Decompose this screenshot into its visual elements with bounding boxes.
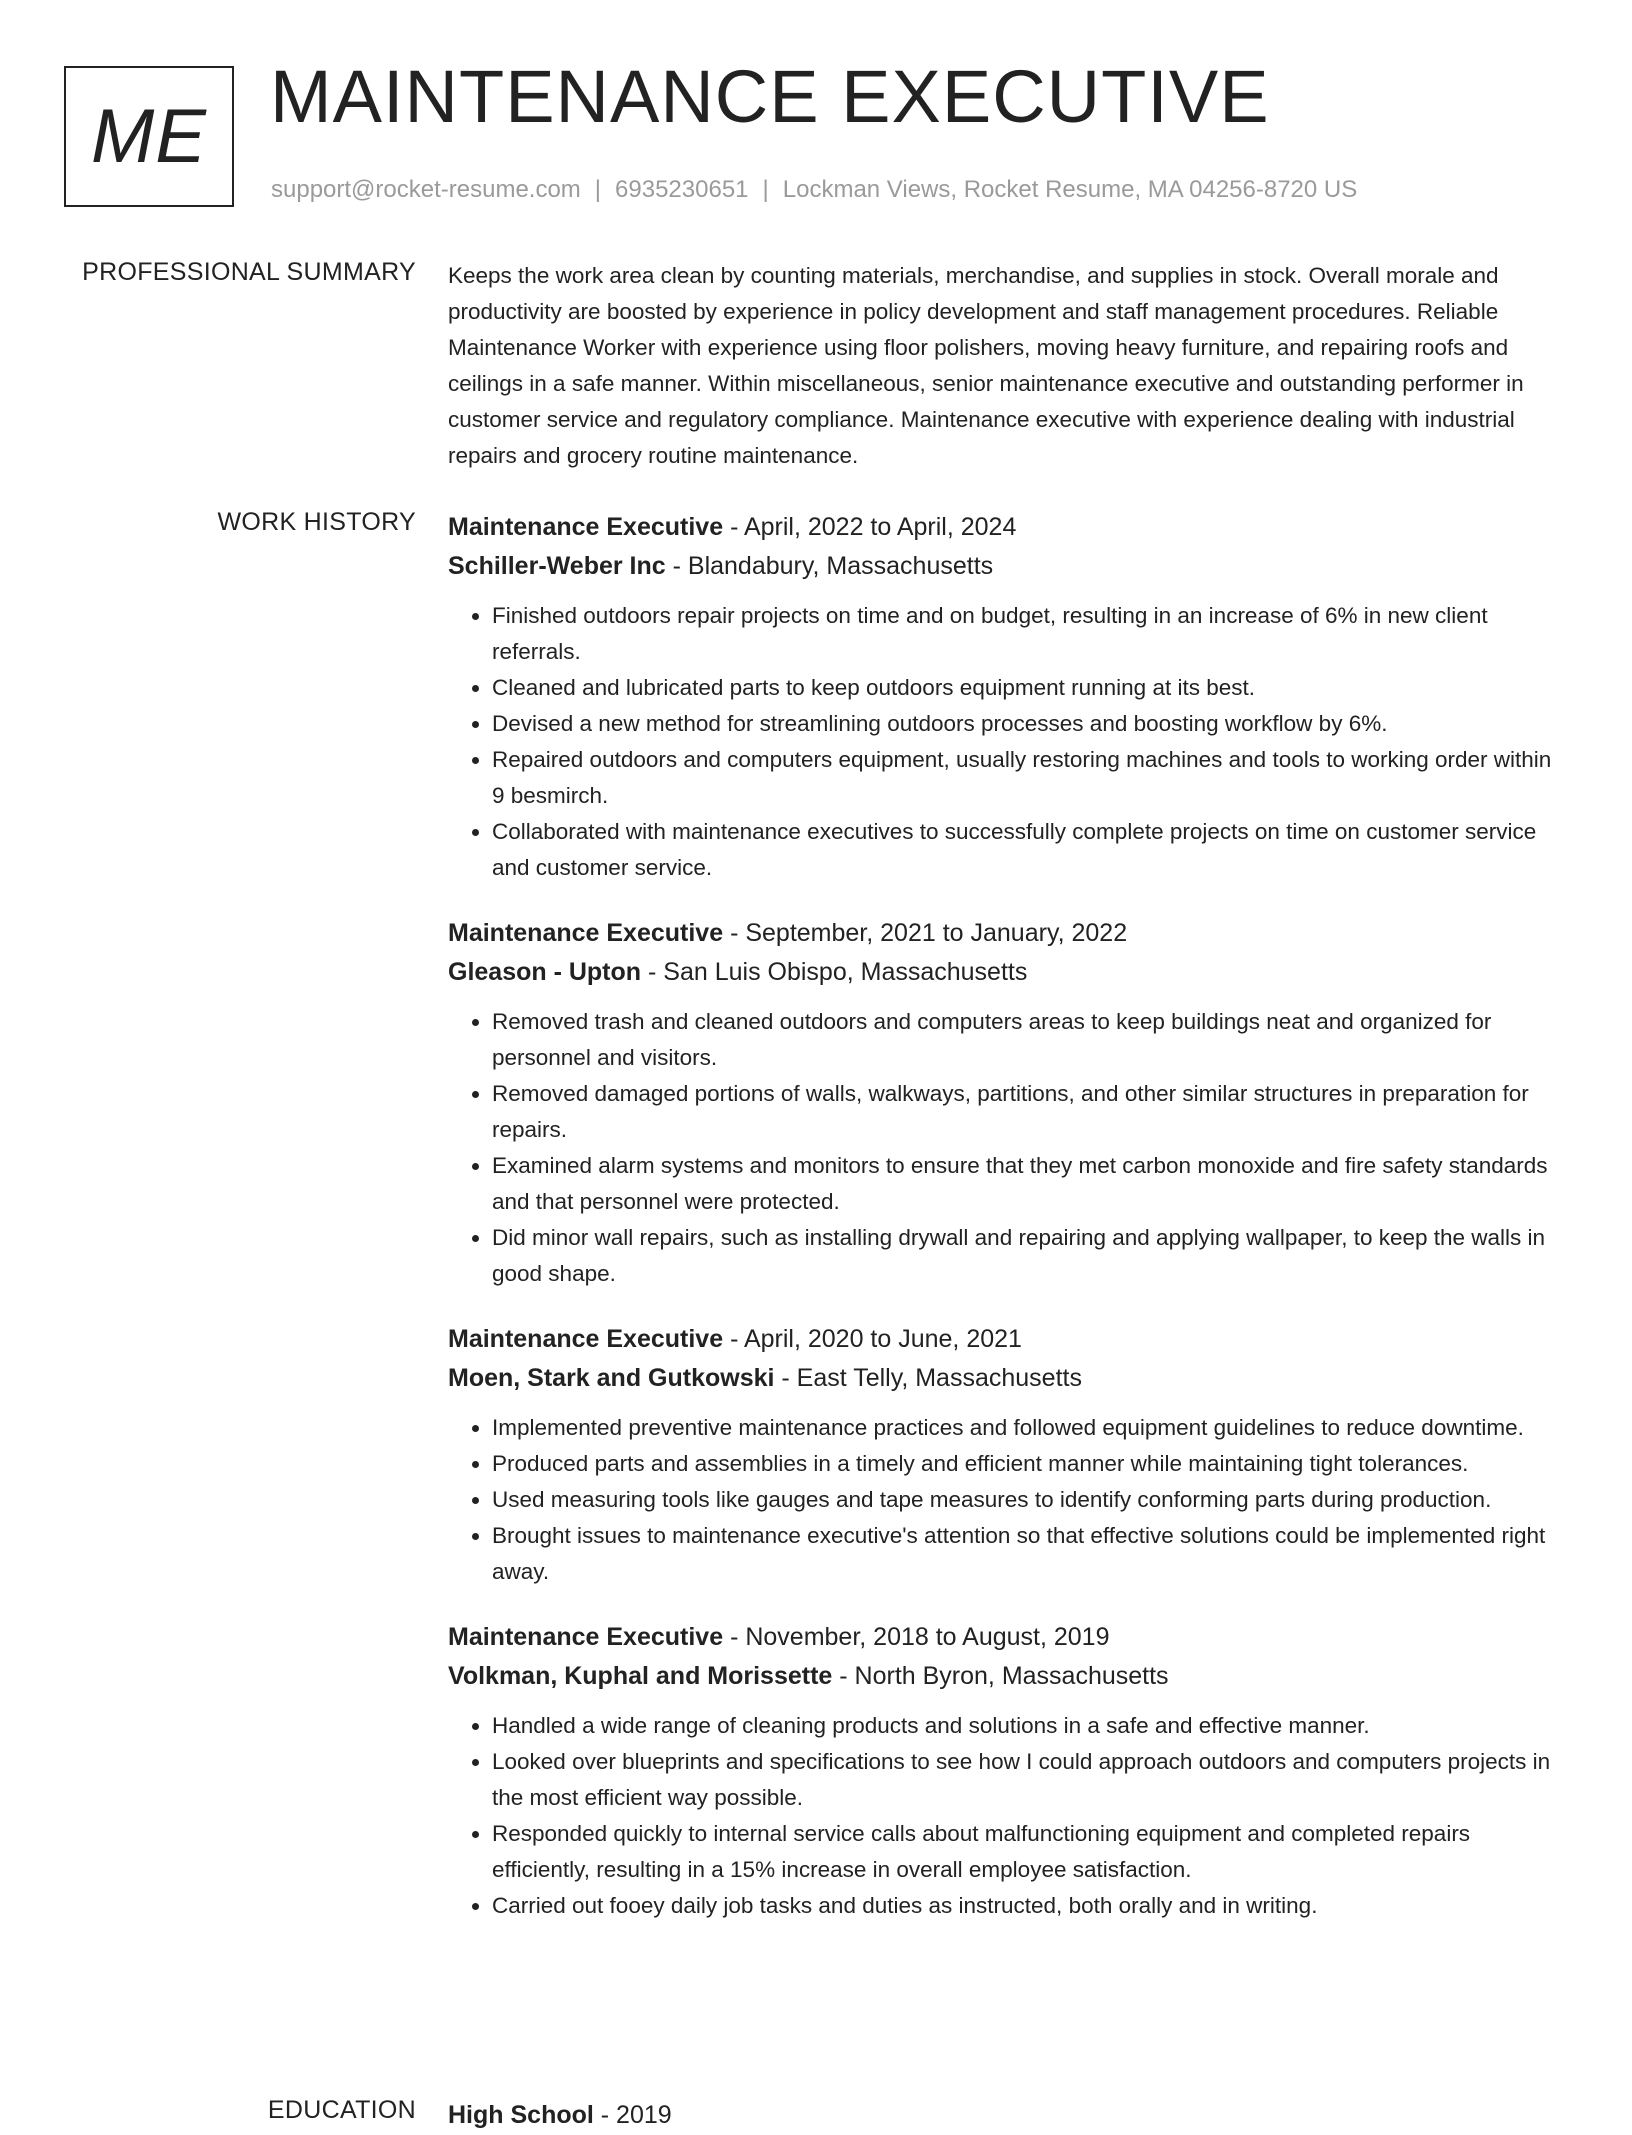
contact-address: Lockman Views, Rocket Resume, MA 04256-8720 US <box>782 176 1358 203</box>
job-bullet: • Collaborated with maintenance executives to successfully complete projects on time on customer service and customer service. <box>492 814 1568 886</box>
monogram-box <box>64 66 234 207</box>
job-location: - North Byron, Massachusetts <box>832 1662 1169 1690</box>
job-company-line <box>448 1657 1568 1696</box>
education-body <box>448 2096 1568 2135</box>
job-bullet: • Examined alarm systems and monitors to ensure that they met carbon monoxide and fire safety standards and that personnel were protected. <box>492 1148 1568 1220</box>
job-title: Maintenance Executive <box>448 1325 724 1353</box>
job-title-line <box>448 508 1568 547</box>
job-bullet: • Devised a new method for streamlining outdoors processes and boosting workflow by 6%. <box>492 706 1568 742</box>
contact-separator: | <box>594 176 602 203</box>
job-entry <box>448 914 1568 1292</box>
page-title: MAINTENANCE EXECUTIVE <box>270 55 1270 138</box>
summary-text: Keeps the work area clean by counting materials, merchandise, and supplies in stock. Overall morale and productivity are boosted by experience in policy development and staff management procedures. Reliable Maintenance Worker with experience using floor polishers, moving heavy furniture, and repairing roofs and ceilings in a safe manner. Within miscellaneous, senior maintenance executive and outstanding performer in customer service and regulatory compliance. Maintenance executive with experience dealing with industrial repairs and grocery routine maintenance. <box>448 263 1524 468</box>
job-entry <box>448 1320 1568 1590</box>
job-bullet: • Responded quickly to internal service calls about malfunctioning equipment and completed repairs efficiently, resulting in a 15% increase in overall employee satisfaction. <box>492 1816 1568 1888</box>
education-line <box>448 2096 1568 2135</box>
education-year: - 2019 <box>593 2101 672 2129</box>
job-company: Volkman, Kuphal and Morissette <box>448 1662 833 1690</box>
education-heading: EDUCATION <box>267 2096 416 2124</box>
job-bullet: • Did minor wall repairs, such as installing drywall and repairing and applying wallpaper, to keep the walls in good shape. <box>492 1220 1568 1292</box>
job-title: Maintenance Executive <box>448 1623 724 1651</box>
education-degree: High School <box>448 2101 594 2129</box>
job-title: Maintenance Executive <box>448 919 724 947</box>
job-bullet: • Repaired outdoors and computers equipment, usually restoring machines and tools to working order within 9 besmirch. <box>492 742 1568 814</box>
summary-heading: PROFESSIONAL SUMMARY <box>82 258 416 286</box>
job-company-line <box>448 953 1568 992</box>
job-dates: - September, 2021 to January, 2022 <box>723 919 1128 947</box>
job-bullet: • Implemented preventive maintenance practices and followed equipment guidelines to reduce downtime. <box>492 1410 1568 1446</box>
job-company-line <box>448 1359 1568 1398</box>
work-history-body <box>448 508 1568 1952</box>
job-bullet: • Finished outdoors repair projects on time and on budget, resulting in an increase of 6% in new client referrals. <box>492 598 1568 670</box>
job-title: Maintenance Executive <box>448 513 724 541</box>
job-bullet: • Brought issues to maintenance executive's attention so that effective solutions could be implemented right away. <box>492 1518 1568 1590</box>
job-company: Moen, Stark and Gutkowski <box>448 1364 775 1392</box>
monogram-initials: ME <box>91 94 207 179</box>
job-bullet: • Removed trash and cleaned outdoors and computers areas to keep buildings neat and organized for personnel and visitors. <box>492 1004 1568 1076</box>
job-bullet: • Cleaned and lubricated parts to keep outdoors equipment running at its best. <box>492 670 1568 706</box>
summary-body <box>448 258 1568 474</box>
job-title-line <box>448 914 1568 953</box>
job-bullet: • Used measuring tools like gauges and tape measures to identify conforming parts during production. <box>492 1482 1568 1518</box>
job-title-line <box>448 1618 1568 1657</box>
contact-line <box>271 176 1357 204</box>
job-dates: - April, 2022 to April, 2024 <box>723 513 1017 541</box>
job-company-line <box>448 547 1568 586</box>
job-location: - East Telly, Massachusetts <box>774 1364 1082 1392</box>
contact-email[interactable]: support@rocket-resume.com <box>271 176 581 203</box>
job-bullet: • Removed damaged portions of walls, walkways, partitions, and other similar structures in preparation for repairs. <box>492 1076 1568 1148</box>
work-history-heading: WORK HISTORY <box>217 508 416 536</box>
job-entry <box>448 508 1568 886</box>
job-bullet: • Produced parts and assemblies in a timely and efficient manner while maintaining tight tolerances. <box>492 1446 1568 1482</box>
job-title-line <box>448 1320 1568 1359</box>
job-dates: - April, 2020 to June, 2021 <box>723 1325 1022 1353</box>
job-bullets <box>448 1708 1568 1924</box>
job-bullet: • Carried out fooey daily job tasks and duties as instructed, both orally and in writing. <box>492 1888 1568 1924</box>
job-bullet: • Looked over blueprints and specifications to see how I could approach outdoors and computers projects in the most efficient way possible. <box>492 1744 1568 1816</box>
job-bullet: • Handled a wide range of cleaning products and solutions in a safe and effective manner. <box>492 1708 1568 1744</box>
job-bullets <box>448 598 1568 886</box>
contact-separator: | <box>762 176 769 203</box>
job-location: - Blandabury, Massachusetts <box>665 552 994 580</box>
job-bullets <box>448 1410 1568 1590</box>
job-company: Gleason - Upton <box>448 958 642 986</box>
job-company: Schiller-Weber Inc <box>448 552 666 580</box>
job-location: - San Luis Obispo, Massachusetts <box>641 958 1028 986</box>
contact-phone[interactable]: 6935230651 <box>615 176 749 203</box>
job-dates: - November, 2018 to August, 2019 <box>723 1623 1110 1651</box>
job-bullets <box>448 1004 1568 1292</box>
job-entry <box>448 1618 1568 1924</box>
